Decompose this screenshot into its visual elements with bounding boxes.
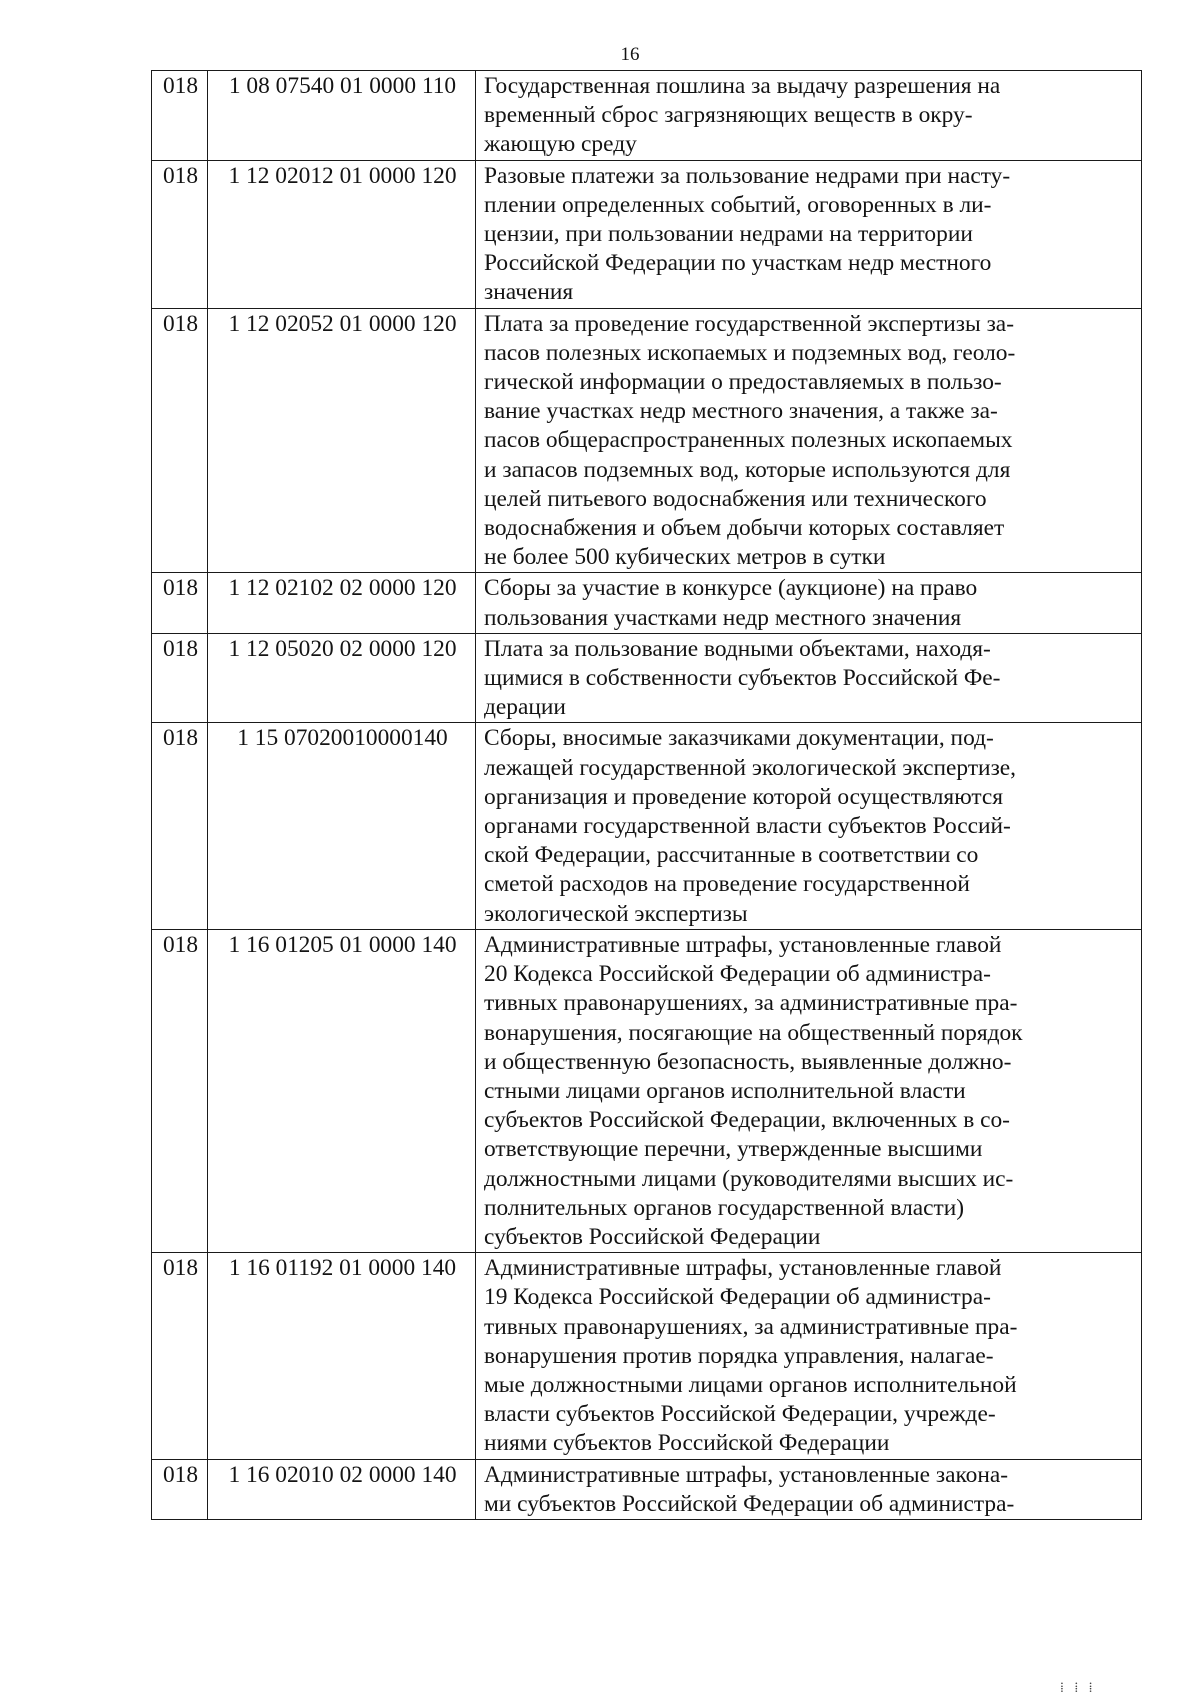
budget-code-text: 1 16 01205 01 0000 140 bbox=[228, 931, 457, 958]
description-cell bbox=[476, 573, 1142, 633]
admin-code-cell: 018 bbox=[152, 308, 208, 573]
description-cell bbox=[476, 1459, 1142, 1519]
description-line: власти субъектов Российской Федерации, учрежде- bbox=[484, 1401, 996, 1428]
description-line: пасов общераспространенных полезных ископаемых bbox=[484, 427, 1013, 454]
description-line: лежащей государственной экологической экспертизе, bbox=[484, 754, 1017, 781]
description-line: сметой расходов на проведение государственной bbox=[484, 871, 970, 898]
description-line: жающую среду bbox=[484, 131, 637, 158]
page-number: 16 bbox=[620, 44, 640, 65]
description-line: пользования участками недр местного значения bbox=[484, 604, 962, 631]
table-row bbox=[152, 573, 1142, 633]
admin-code-cell: 018 bbox=[152, 633, 208, 723]
description-line: Сборы за участие в конкурсе (аукционе) на право bbox=[484, 575, 978, 602]
budget-code-text: 1 08 07540 01 0000 110 bbox=[228, 73, 457, 99]
description-line: вание участках недр местного значения, а также за- bbox=[484, 398, 998, 425]
description-line: Плата за проведение государственной экспертизы за- bbox=[484, 310, 1014, 337]
description-line: пасов полезных ископаемых и подземных вод, геоло- bbox=[484, 339, 1016, 366]
description-line: Плата за пользование водными объектами, находя- bbox=[484, 635, 991, 662]
admin-code-cell: 018 bbox=[152, 573, 208, 633]
budget-code-cell bbox=[208, 1253, 476, 1459]
description-line: экологической экспертизы bbox=[484, 900, 748, 927]
description-line: Сборы, вносимые заказчиками документации, под- bbox=[484, 725, 994, 752]
table-row bbox=[152, 929, 1142, 1252]
description-line: вонарушения, посягающие на общественный порядок bbox=[484, 1019, 1023, 1046]
description-line: ской Федерации, рассчитанные в соответствии со bbox=[484, 842, 979, 869]
budget-code-text: 1 12 02102 02 0000 120 bbox=[228, 575, 457, 602]
description-line: Российской Федерации по участкам недр местного bbox=[484, 250, 992, 277]
description-line: ми субъектов Российской Федерации об администра- bbox=[484, 1490, 1015, 1517]
description-line: плении определенных событий, оговоренных в ли- bbox=[484, 191, 992, 218]
description-line: дерации bbox=[484, 694, 566, 721]
description-line: Административные штрафы, установленные главой bbox=[484, 931, 1002, 958]
description-cell bbox=[476, 929, 1142, 1252]
description-line: стными лицами органов исполнительной власти bbox=[484, 1077, 966, 1104]
description-line: тивных правонарушениях, за административные пра- bbox=[484, 990, 1018, 1017]
budget-code-cell bbox=[208, 1459, 476, 1519]
description-line: вонарушения против порядка управления, налагае- bbox=[484, 1342, 994, 1369]
description-line: 19 Кодекса Российской Федерации об администра- bbox=[484, 1284, 991, 1311]
description-line: щимися в собственности субъектов Российской Фе- bbox=[484, 665, 1001, 692]
description-line: ниями субъектов Российской Федерации bbox=[484, 1430, 890, 1457]
admin-code-cell: 018 bbox=[152, 71, 208, 161]
budget-codes-table bbox=[151, 70, 1142, 1520]
description-line: ответствующие перечни, утвержденные высшими bbox=[484, 1136, 983, 1163]
description-line: должностными лицами (руководителями высших ис- bbox=[484, 1165, 1014, 1192]
table-row bbox=[152, 1253, 1142, 1459]
admin-code-cell: 018 bbox=[152, 929, 208, 1252]
description-line: цензии, при пользовании недрами на территории bbox=[484, 221, 973, 248]
description-line: субъектов Российской Федерации bbox=[484, 1223, 821, 1250]
description-line: водоснабжения и объем добычи которых составляет bbox=[484, 515, 1005, 542]
description-line: Государственная пошлина за выдачу разрешения на bbox=[484, 73, 1001, 99]
budget-code-cell bbox=[208, 633, 476, 723]
admin-code-cell: 018 bbox=[152, 1253, 208, 1459]
admin-code-cell: 018 bbox=[152, 160, 208, 308]
description-line: целей питьевого водоснабжения или технического bbox=[484, 485, 987, 512]
budget-code-text: 1 12 02012 01 0000 120 bbox=[228, 162, 457, 189]
description-line: значения bbox=[484, 279, 574, 306]
description-cell bbox=[476, 1253, 1142, 1459]
description-cell bbox=[476, 160, 1142, 308]
description-line: не более 500 кубических метров в сутки bbox=[484, 544, 886, 571]
description-cell bbox=[476, 71, 1142, 161]
budget-code-cell bbox=[208, 723, 476, 929]
scan-edge-marks: ⁞ ⁞ ⁞ bbox=[1060, 1680, 1094, 1696]
table-row bbox=[152, 308, 1142, 573]
budget-code-cell bbox=[208, 573, 476, 633]
description-line: субъектов Российской Федерации, включенных в со- bbox=[484, 1107, 1010, 1134]
budget-code-text: 1 16 01192 01 0000 140 bbox=[228, 1255, 457, 1282]
description-cell bbox=[476, 308, 1142, 573]
budget-code-text: 1 12 05020 02 0000 120 bbox=[228, 635, 457, 662]
description-line: мые должностными лицами органов исполнительной bbox=[484, 1371, 1017, 1398]
admin-code-cell: 018 bbox=[152, 723, 208, 929]
description-line: Административные штрафы, установленные закона- bbox=[484, 1461, 1009, 1488]
description-line: организация и проведение которой осуществляются bbox=[484, 783, 1004, 810]
description-line: органами государственной власти субъектов Россий- bbox=[484, 813, 1011, 840]
description-cell bbox=[476, 723, 1142, 929]
budget-code-text: 1 16 02010 02 0000 140 bbox=[228, 1461, 457, 1488]
description-line: и запасов подземных вод, которые используются для bbox=[484, 456, 1011, 483]
table-row bbox=[152, 71, 1142, 161]
budget-code-cell bbox=[208, 71, 476, 161]
budget-code-cell bbox=[208, 160, 476, 308]
table-row bbox=[152, 1459, 1142, 1519]
table-row bbox=[152, 723, 1142, 929]
admin-code-cell: 018 bbox=[152, 1459, 208, 1519]
description-line: тивных правонарушениях, за административные пра- bbox=[484, 1313, 1018, 1340]
description-line: и общественную безопасность, выявленные должно- bbox=[484, 1048, 1012, 1075]
table-row bbox=[152, 633, 1142, 723]
description-line: Административные штрафы, установленные главой bbox=[484, 1255, 1002, 1282]
description-line: временный сброс загрязняющих веществ в окру- bbox=[484, 102, 973, 129]
budget-code-text: 1 12 02052 01 0000 120 bbox=[228, 310, 457, 337]
description-line: 20 Кодекса Российской Федерации об администра- bbox=[484, 961, 991, 988]
budget-code-cell bbox=[208, 929, 476, 1252]
budget-code-cell bbox=[208, 308, 476, 573]
description-line: гической информации о предоставляемых в пользо- bbox=[484, 369, 1002, 396]
table-body bbox=[152, 71, 1142, 1520]
description-line: Разовые платежи за пользование недрами при насту- bbox=[484, 162, 1011, 189]
table-row bbox=[152, 160, 1142, 308]
description-line: полнительных органов государственной власти) bbox=[484, 1194, 965, 1221]
description-cell bbox=[476, 633, 1142, 723]
budget-code-text: 1 15 07020010000140 bbox=[237, 725, 448, 752]
